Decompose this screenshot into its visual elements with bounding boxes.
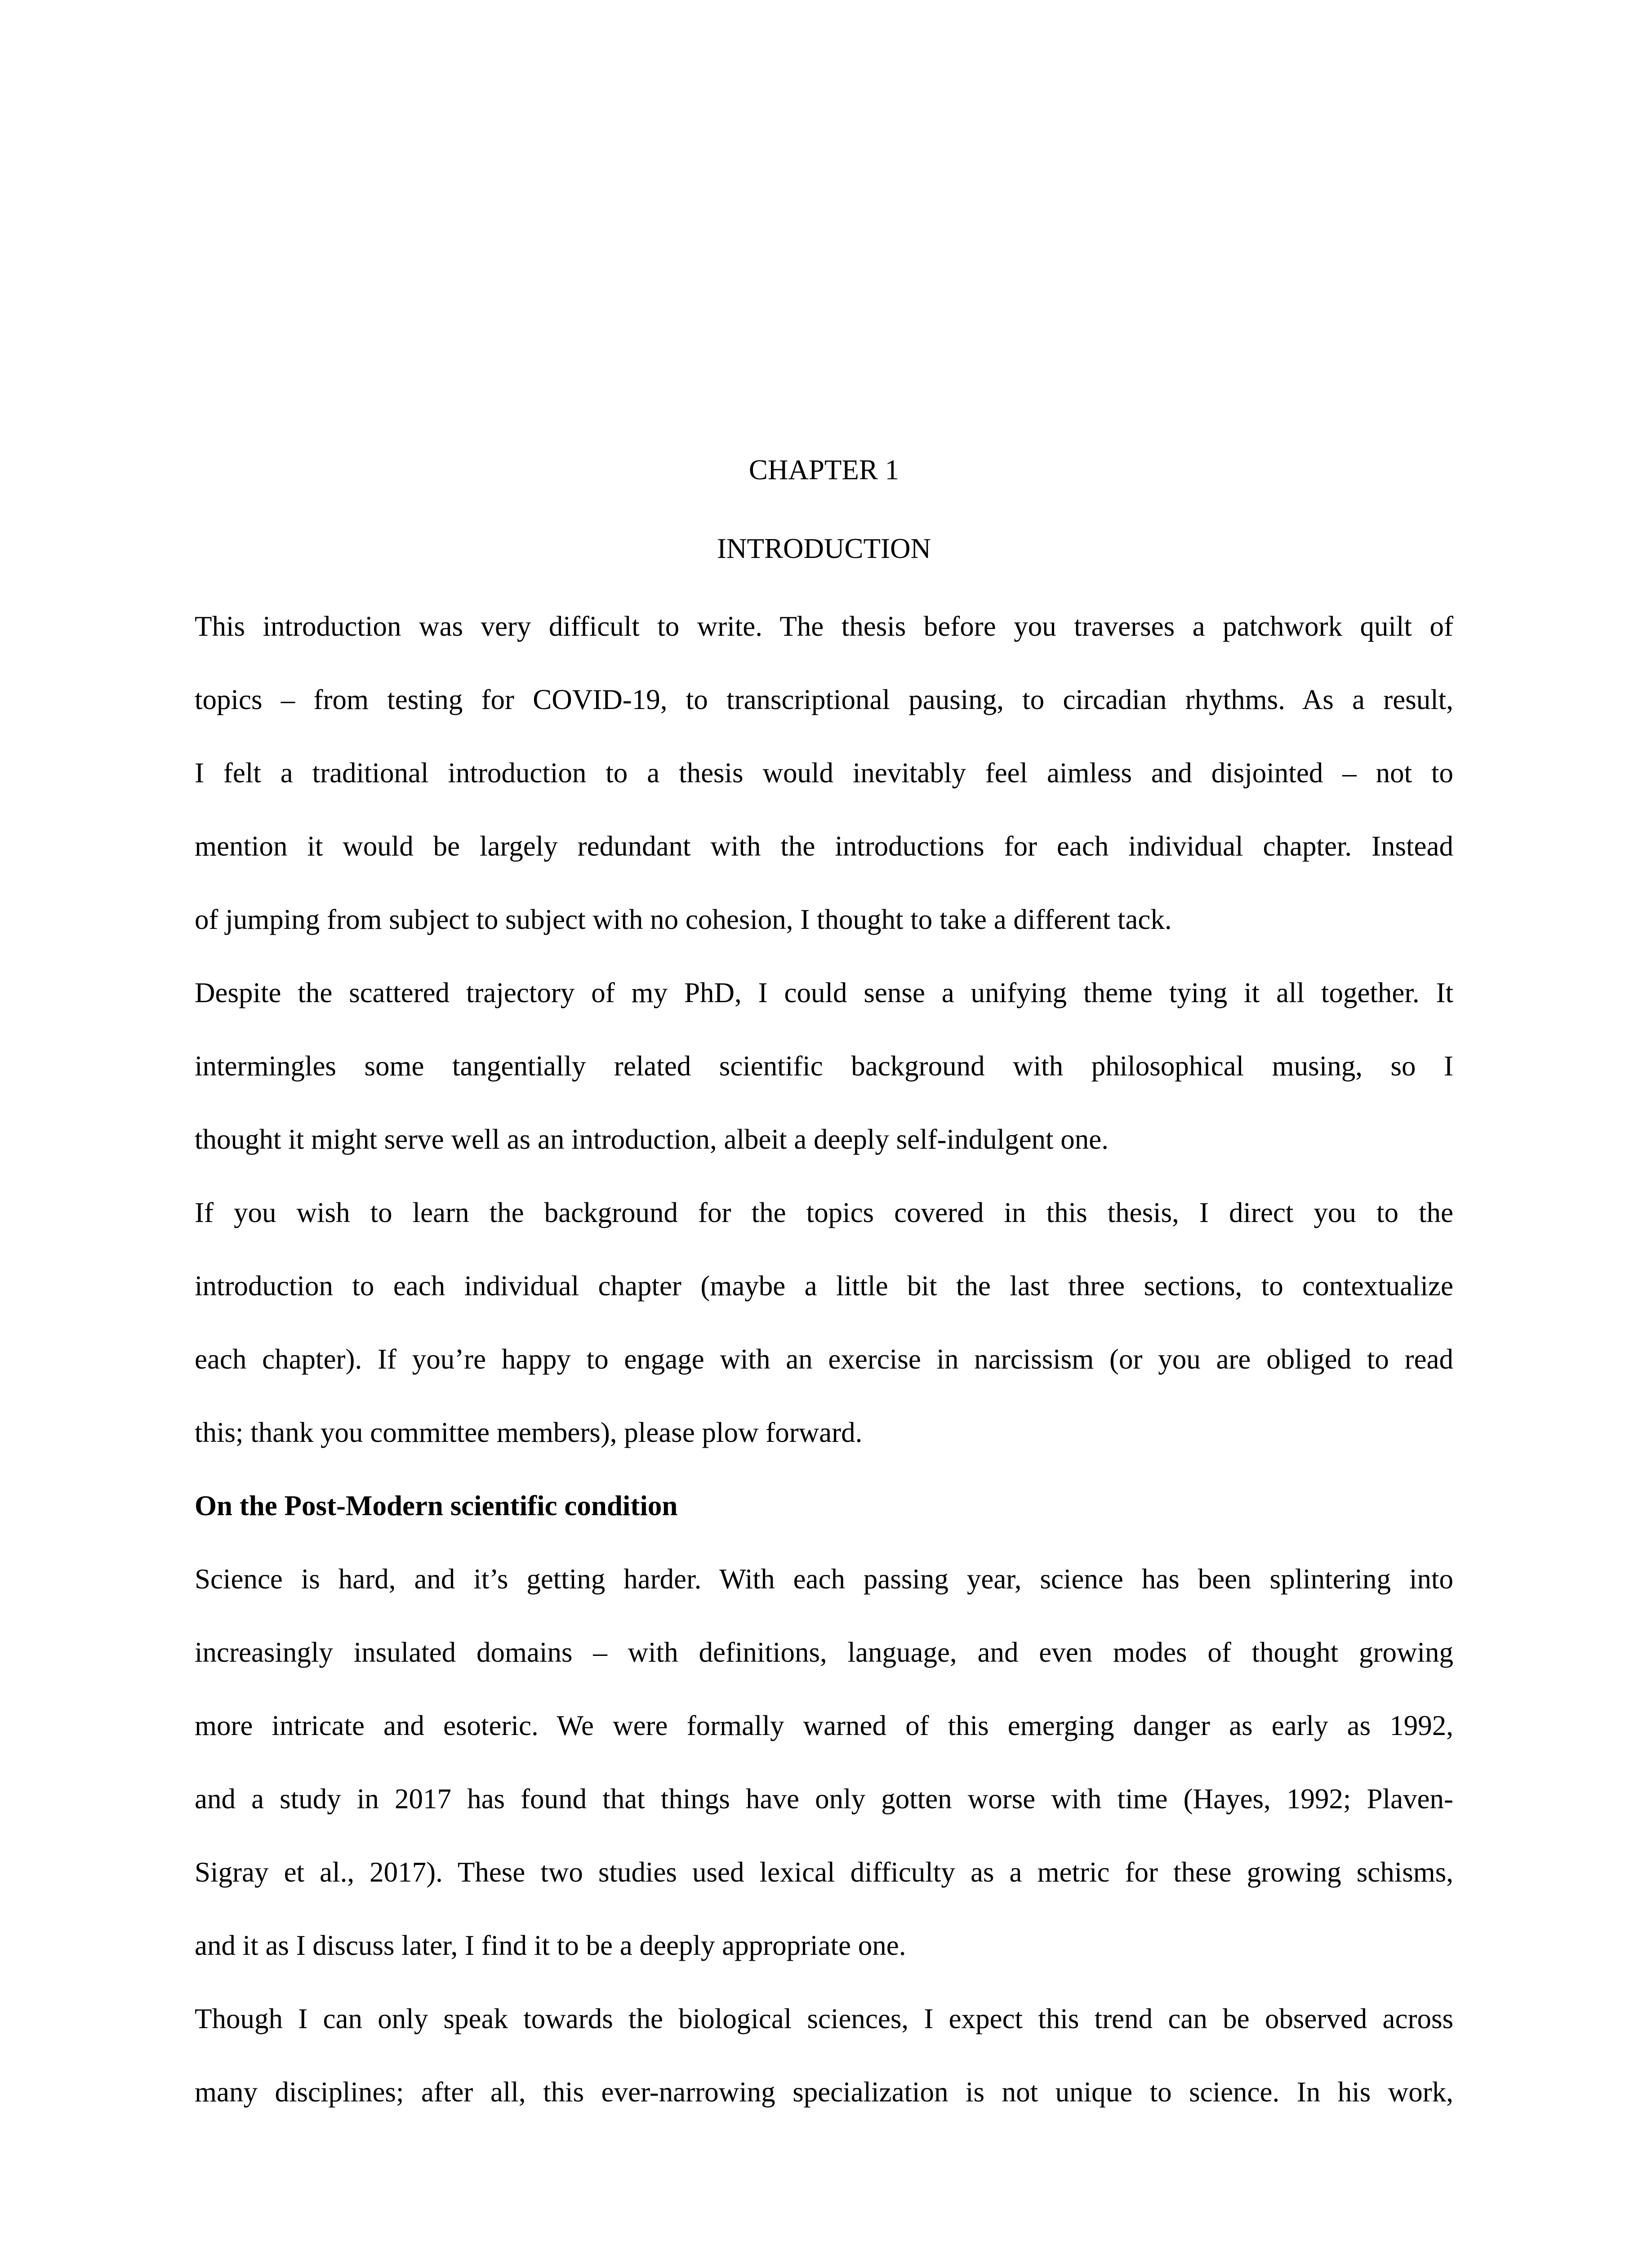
text-line: Despite the scattered trajectory of my PhD, I could sense a unifying theme tying it all together. It <box>195 977 1453 1008</box>
text-line: of jumping from subject to subject with no cohesion, I thought to take a different tack. <box>195 904 1172 935</box>
text-line: increasingly insulated domains – with definitions, language, and even modes of thought growing <box>195 1637 1453 1668</box>
paragraph-1 <box>195 608 1453 682</box>
text-line: topics – from testing for COVID-19, to transcriptional pausing, to circadian rhythms. As a result, <box>195 684 1453 715</box>
paragraph-2 <box>195 975 1453 1011</box>
section-heading: On the Post-Modern scientific condition <box>195 1490 678 1521</box>
text-line: thought it might serve well as an introduction, albeit a deeply self-indulgent one. <box>195 1124 1109 1155</box>
paragraph-3-cont <box>195 1414 1453 1451</box>
text-line: I felt a traditional introduction to a thesis would inevitably feel aimless and disjointed – not to <box>195 757 1453 789</box>
text-line: and it as I discuss later, I find it to be a deeply appropriate one. <box>195 1930 906 1961</box>
paragraph-3-cont <box>195 1341 1453 1378</box>
text-line: each chapter). If you’re happy to engage with an exercise in narcissism (or you are obliged to read <box>195 1343 1453 1375</box>
text-line: introduction to each individual chapter (maybe a little bit the last three sections, to contextualize <box>195 1270 1453 1302</box>
paragraph-3 <box>195 1195 1453 1231</box>
text-line: Science is hard, and it’s getting harder. With each passing year, science has been splintering into <box>195 1563 1453 1595</box>
text-line: this; thank you committee members), please plow forward. <box>195 1417 863 1448</box>
section-paragraph-1-cont <box>195 1634 1453 1671</box>
section-paragraph-2-cont <box>195 2074 1453 2110</box>
paragraph-2-cont <box>195 1121 1453 1158</box>
text-line: This introduction was very difficult to write. The thesis before you traverses a patchwork quilt of <box>195 611 1453 642</box>
paragraph-3-cont <box>195 1268 1453 1304</box>
text-line: mention it would be largely redundant with the introductions for each individual chapter. Instead <box>195 830 1453 862</box>
section-paragraph-1-cont <box>195 1854 1453 1891</box>
text-line: Though I can only speak towards the biological sciences, I expect this trend can be observed across <box>195 2003 1453 2034</box>
chapter-label: CHAPTER 1 <box>748 454 899 486</box>
paragraph-1-cont <box>195 755 1453 828</box>
text-line: If you wish to learn the background for the topics covered in this thesis, I direct you to the <box>195 1197 1453 1228</box>
paragraph-1-cont <box>195 682 1453 755</box>
text-line: and a study in 2017 has found that things have only gotten worse with time (Hayes, 1992; Plaven- <box>195 1783 1453 1815</box>
section-paragraph-1-cont <box>195 1927 1453 1964</box>
paragraph-1-cont <box>195 828 1453 901</box>
section-paragraph-2 <box>195 2001 1453 2037</box>
chapter-title: INTRODUCTION <box>717 533 931 564</box>
section-paragraph-1-cont <box>195 1708 1453 1744</box>
text-line: many disciplines; after all, this ever-narrowing specialization is not unique to science. In his work, <box>195 2076 1453 2108</box>
section-paragraph-1-cont <box>195 1781 1453 1817</box>
text-line: more intricate and esoteric. We were formally warned of this emerging danger as early as 1992, <box>195 1710 1453 1741</box>
text-line: intermingles some tangentially related scientific background with philosophical musing, so I <box>195 1050 1453 1082</box>
paragraph-2-cont <box>195 1048 1453 1084</box>
section-paragraph-1 <box>195 1561 1453 1597</box>
paragraph-1-cont <box>195 901 1453 975</box>
text-line: Sigray et al., 2017). These two studies used lexical difficulty as a metric for these growing schisms, <box>195 1856 1453 1888</box>
